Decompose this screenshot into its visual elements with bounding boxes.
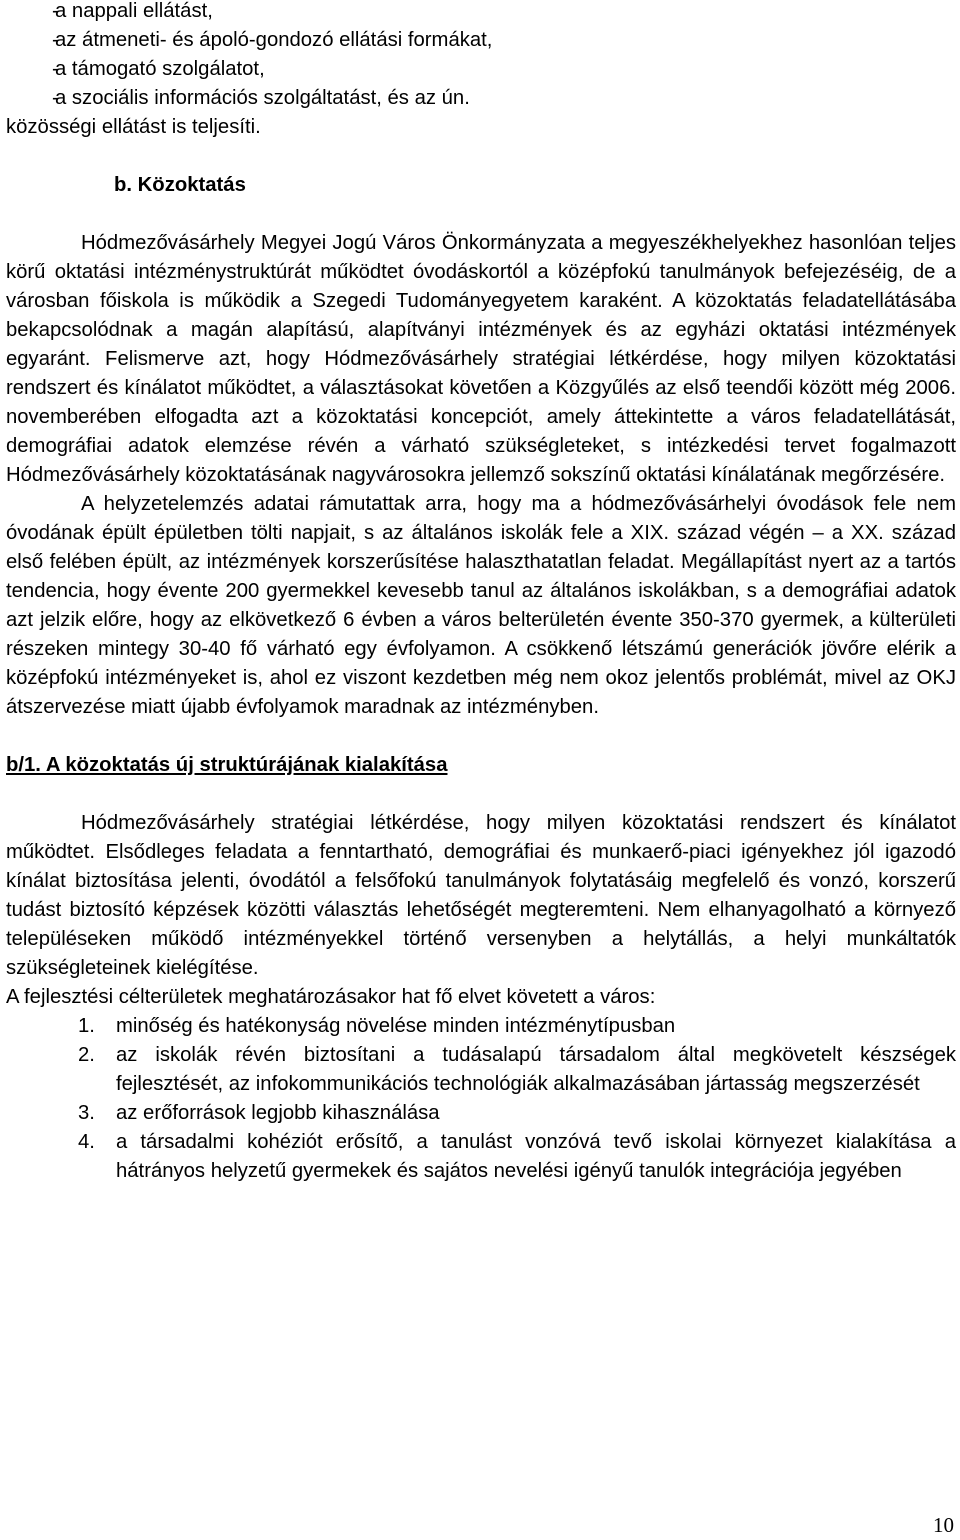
list-number: 2. [78, 1044, 95, 1066]
list-item [6, 1128, 956, 1186]
list-item: - az átmeneti- és ápoló-gondozó ellátási formákat, [6, 26, 956, 55]
list-item [6, 1012, 956, 1041]
list-text: minőség és hatékonyság növelése minden intézménytípusban [116, 1015, 676, 1037]
list-item: - a támogató szolgálatot, [6, 55, 956, 84]
section-b-title: b. Közoktatás [114, 174, 246, 196]
list-item [6, 1099, 956, 1128]
list-text: a társadalmi kohéziót erősítő, a tanulást vonzóvá tevő iskolai környezet kialakítása a hátrányos helyzetű gyermekek és sajátos nevelési igényű tanulók integrációja jegyében [116, 1131, 956, 1182]
list-item [6, 1041, 956, 1099]
subsection-title: b/1. A közoktatás új struktúrájának kialakítása [6, 754, 448, 776]
paragraph-1: Hódmezővásárhely Megyei Jogú Város Önkormányzata a megyeszékhelyekhez hasonlóan teljes körű oktatási intézménystruktúrát működtet óvodáskortól a középfokú tanulmányok befejezéséig, de a városban főiskola is működik a Szegedi Tudományegyetem karaként. A közoktatás feladatellátásába bekapcsolódnak a magán alapítású, alapítványi intézmények és az egyházi oktatási intézmények egyaránt. Felismerve azt, hogy Hódmezővásárhely stratégiai létkérdése, hogy milyen közoktatási rendszert és kínálatot működtet, a választásokat követően a Közgyűlés az első teendői között még 2006. novemberében elfogadta azt a közoktatási koncepciót, amely áttekintette a város feladatellátását, demográfiai adatok elemzése révén a várható szükségleteket, s intézkedési tervet fogalmazott Hódmezővásárhely közoktatásának nagyvárosokra jellemző sokszínű oktatási kínálatának megőrzésére. [6, 232, 956, 486]
intro-list [6, 0, 956, 113]
paragraph-3: Hódmezővásárhely stratégiai létkérdése, hogy milyen közoktatási rendszert és kínálatot működtet. Elsődleges feladata a fenntartható, demográfiai és munkaerő-piaci igényekhez jól igazodó kínálat biztosítása jelenti, óvodától a felsőfokú tanulmányok folytatásáig megfelelő és vonzó, korszerű tudást biztosító képzések közötti választás lehetőségét megteremteni. Nem elhanyagolható a környező településeken működő intézményekkel történő versenyben a helytállás, a helyi munkáltatók szükségleteinek kielégítése. [6, 812, 956, 979]
principles-list [6, 1012, 956, 1186]
list-number: 4. [78, 1131, 95, 1153]
page-number: 10 [933, 1513, 954, 1537]
list-number: 3. [78, 1102, 95, 1124]
list-text: az iskolák révén biztosítani a tudásalapú társadalom által megkövetelt készségek fejlesztését, az infokommunikációs technológiák alkalmazásában jártasság megszerzését [116, 1044, 956, 1095]
intro-tail: közösségi ellátást is teljesíti. [6, 116, 261, 138]
list-item: - a szociális információs szolgáltatást, és az ún. [6, 84, 956, 113]
list-item: - a nappali ellátást, [6, 0, 956, 26]
list-number: 1. [78, 1015, 95, 1037]
document-page [6, 0, 956, 1186]
list-text: az erőforrások legjobb kihasználása [116, 1102, 440, 1124]
paragraph-2: A helyzetelemzés adatai rámutattak arra, hogy ma a hódmezővásárhelyi óvodások fele nem óvodának épült épületben tölti napjait, s az általános iskolák fele a XIX. század végén – a XX. század első felében épült, az intézmények korszerűsítése halaszthatatlan feladat. Megállapítást nyert az a tartós tendencia, hogy évente 200 gyermekkel kevesebb tanul az általános iskolákban, s a demográfiai adatok azt jelzik előre, hogy az elkövetkező 6 évben a város belterületén évente 350-370 gyermek, a külterületi részeken mintegy 30-40 fő várható egy évfolyamon. A csökkenő létszámú generációk jövőre elérik a középfokú intézményeket is, ahol ez viszont kezdetben még nem okoz jelentős problémát, mivel az OKJ átszervezése miatt újabb évfolyamok maradnak az intézményben. [6, 493, 956, 718]
paragraph-4: A fejlesztési célterületek meghatározásakor hat fő elvet követett a város: [6, 986, 656, 1008]
